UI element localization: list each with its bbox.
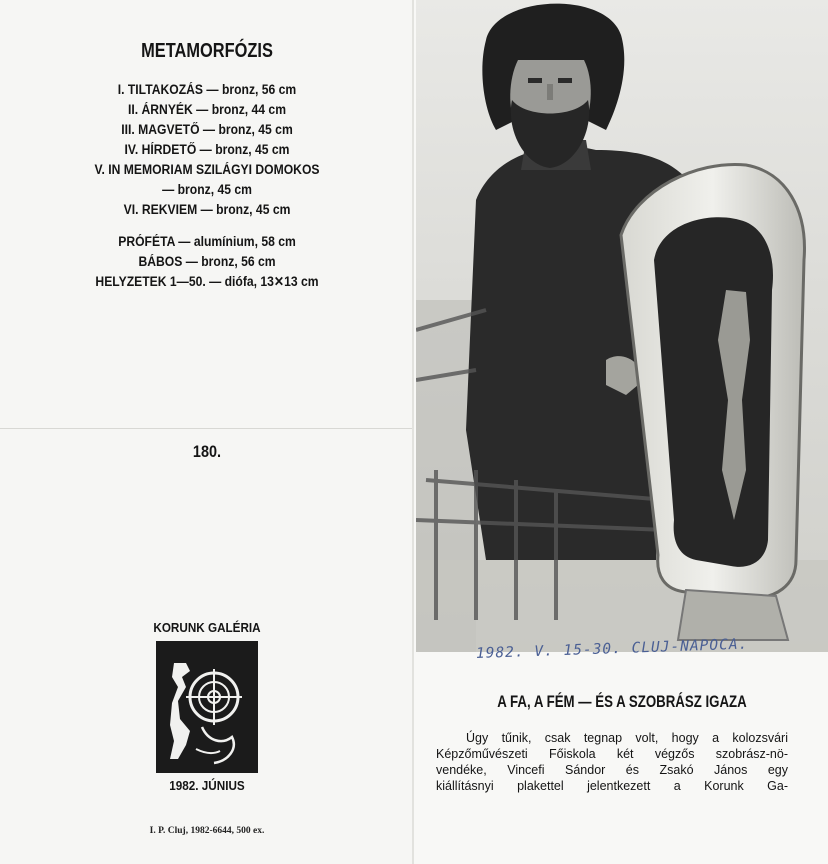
work-item: V. IN MEMORIAM SZILÁGYI DOMOKOS	[94, 162, 320, 177]
gallery-name: KORUNK GALÉRIA	[153, 620, 261, 635]
work-item: VI. REKVIEM — bronz, 45 cm	[123, 202, 291, 217]
work-item: BÁBOS — bronz, 56 cm	[138, 254, 276, 269]
work-item: II. ÁRNYÉK — bronz, 44 cm	[127, 102, 287, 117]
exhibition-title: METAMORFÓZIS	[141, 40, 273, 62]
work-item: I. TILTAKOZÁS — bronz, 56 cm	[117, 82, 297, 97]
work-item: PRÓFÉTA — alumínium, 58 cm	[118, 234, 296, 249]
body-line: vendéke, Vincefi Sándor és Zsakó János egy	[436, 763, 788, 777]
article-headline: A FA, A FÉM — ÉS A SZOBRÁSZ IGAZA	[497, 692, 747, 711]
gallery-logo-icon	[156, 641, 258, 773]
sculptor-photo	[416, 0, 828, 652]
article-body	[436, 730, 788, 794]
works-list	[0, 80, 414, 292]
body-line: kiállításnyi plakettel jelentkezett a Korunk Ga-	[436, 779, 788, 793]
printer-imprint: I. P. Cluj, 1982-6644, 500 ex.	[149, 826, 265, 836]
body-line: Képzőművészeti Főiskola két végzős szobrász-nö-	[436, 747, 788, 761]
exhibition-date: 1982. JÚNIUS	[169, 778, 245, 793]
work-item-continued: — bronz, 45 cm	[162, 182, 252, 197]
work-item: HELYZETEK 1—50. — diófa, 13✕13 cm	[95, 274, 319, 289]
work-item: III. MAGVETŐ — bronz, 45 cm	[121, 122, 293, 137]
handwritten-note: 1982. V. 15-30. CLUJ-NAPOCA.	[475, 636, 749, 662]
body-line: Úgy tűnik, csak tegnap volt, hogy a kolozsvári	[466, 731, 788, 745]
work-item: IV. HÍRDETŐ — bronz, 45 cm	[124, 142, 290, 157]
fold-line	[0, 428, 414, 429]
catalog-number: 180.	[192, 442, 222, 461]
